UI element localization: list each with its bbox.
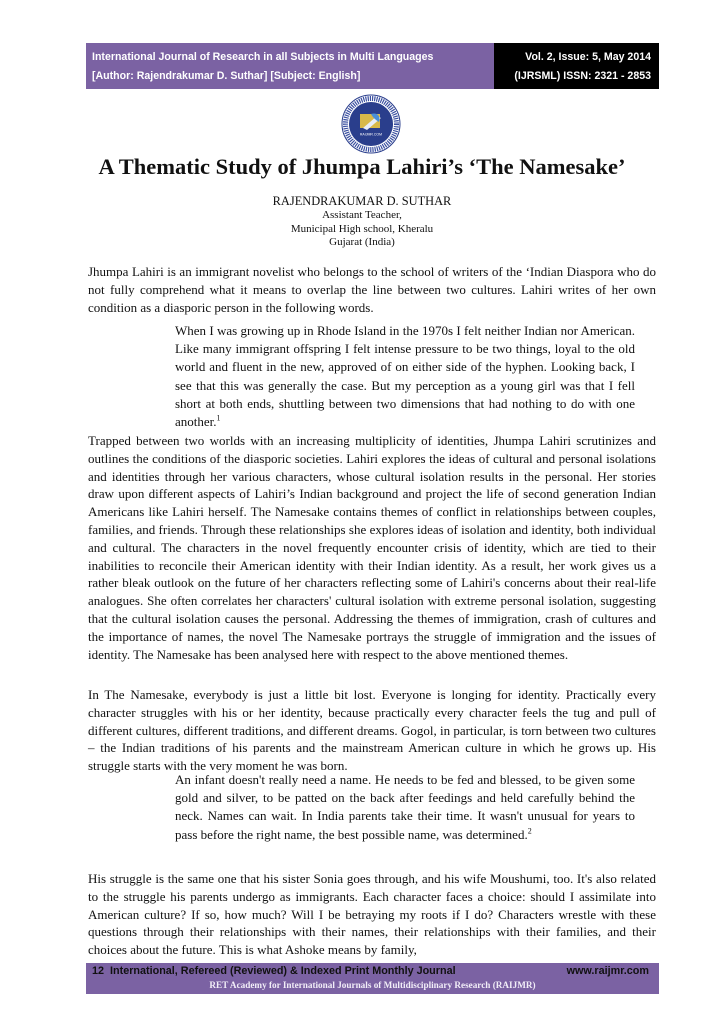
issn: (IJRSML) ISSN: 2321 - 2853	[514, 70, 651, 82]
author-name: RAJENDRAKUMAR D. SUTHAR	[272, 194, 452, 208]
journal-header	[86, 43, 659, 89]
author-affiliation-3: Gujarat (India)	[329, 236, 395, 248]
author-affiliation-1: Assistant Teacher,	[322, 209, 402, 221]
paragraph-struggle: His struggle is the same one that his sister Sonia goes through, and his wife Moushumi, too. It's also related to the struggle his parents undergo as immigrants. Each character faces a choice: should I assimilate into American culture? If so, how much? Will I be betraying my roots if I do? Characters wrestle with these questions through their relationships with their names, their relationships with their families, and their choices about the future. This is what Ashoke means by family,	[88, 871, 656, 958]
author-subject: [Author: Rajendrakumar D. Suthar] [Subject: English]	[92, 70, 361, 82]
page-number: 12	[92, 965, 105, 977]
journal-name: International Journal of Research in all Subjects in Multi Languages	[92, 51, 434, 63]
paragraph-themes: Trapped between two worlds with an increasing multiplicity of identities, Jhumpa Lahiri scrutinizes and outlines the conditions of the diasporic societies. Lahiri explores the ideas of cultural and personal isolations and identities through her various characters, whose cultural isolation results in the personal. Her stories draw upon different aspects of Lahiri’s Indian background and project the life of second generation Indian Americans like Lahiri herself. The Namesake contains themes of conflict in relationships between couples, families, and friends. Through these relationships she explores ideas of isolation and identity, both individual and cultural. The characters in the novel frequently encounter crisis of identity, which are tied to their inabilities to reconcile their American identity with their Indian identity. As a result, her work gives us a rather bleak outlook on the future of her characters reflecting some of Lahiri's concerns about their real-life analogues. She often correlates her characters' cultural isolation with extreme personal isolation, suggesting that the cultural isolation causes the personal. Addressing the themes of immigration, crash of cultures and the importance of names, the novel The Namesake portrays the struggle of immigration and the issues of identity. The Namesake has been analysed here with respect to the above mentioned themes.	[88, 433, 656, 662]
journal-type: International, Refereed (Reviewed) & Indexed Print Monthly Journal	[110, 965, 456, 977]
header-right-block	[494, 43, 659, 89]
author-block	[0, 194, 724, 250]
paragraph-intro: Jhumpa Lahiri is an immigrant novelist who belongs to the school of writers of the ‘Indian Diaspora who do not fully comprehend what it means to overlap the line between two cultures. Lahiri writes of her own condition as a diasporic person in the following words.	[88, 264, 656, 315]
block-quote-1-text: When I was growing up in Rhode Island in the 1970s I felt neither Indian nor American. Like many immigrant offspring I felt intense pressure to be two things, loyal to the old world and fluent in the new, approved of on either side of the hyphen. Looking back, I see that this was generally the case. But my perception as a young girl was that I fell short at both ends, shuttling between two dimensions that had nothing to do with one another.	[175, 323, 635, 430]
block-quote-1	[175, 322, 635, 431]
svg-text:RAIJMR.COM: RAIJMR.COM	[359, 132, 383, 137]
block-quote-2	[175, 771, 635, 844]
publisher-name: RET Academy for International Journals of Multidisciplinary Research (RAIJMR)	[209, 980, 536, 990]
volume-issue: Vol. 2, Issue: 5, May 2014	[525, 51, 651, 63]
journal-footer	[86, 963, 659, 994]
block-quote-2-text: An infant doesn't really need a name. He needs to be fed and blessed, to be given some gold and silver, to be patted on the back after feedings and held carefully behind the neck. Names can wait. In India parents take their time. It wasn't unusual for years to pass before the right name, the best possible name, was determined.	[175, 772, 635, 842]
author-affiliation-2: Municipal High school, Kheralu	[290, 222, 434, 235]
footer-left	[92, 965, 456, 977]
paragraph-namesake-lost: In The Namesake, everybody is just a little bit lost. Everyone is longing for identity. Practically every character struggles with his or her identity, because practically every character feels the tug and pull of different cultures, different traditions, and different dreams. Gogol, in particular, is torn between two cultures – the Indian traditions of his parents and the mainstream American culture in which he grows up. His struggle starts with the very moment he was born.	[88, 687, 656, 774]
article-title: A Thematic Study of Jhumpa Lahiri’s ‘The Namesake’	[98, 154, 626, 179]
raijmr-seal-icon	[341, 94, 401, 154]
header-left-block	[86, 43, 494, 89]
footnote-ref-1[interactable]: 1	[216, 413, 221, 423]
website-link[interactable]: www.raijmr.com	[566, 965, 649, 977]
footnote-ref-2[interactable]: 2	[527, 826, 532, 836]
